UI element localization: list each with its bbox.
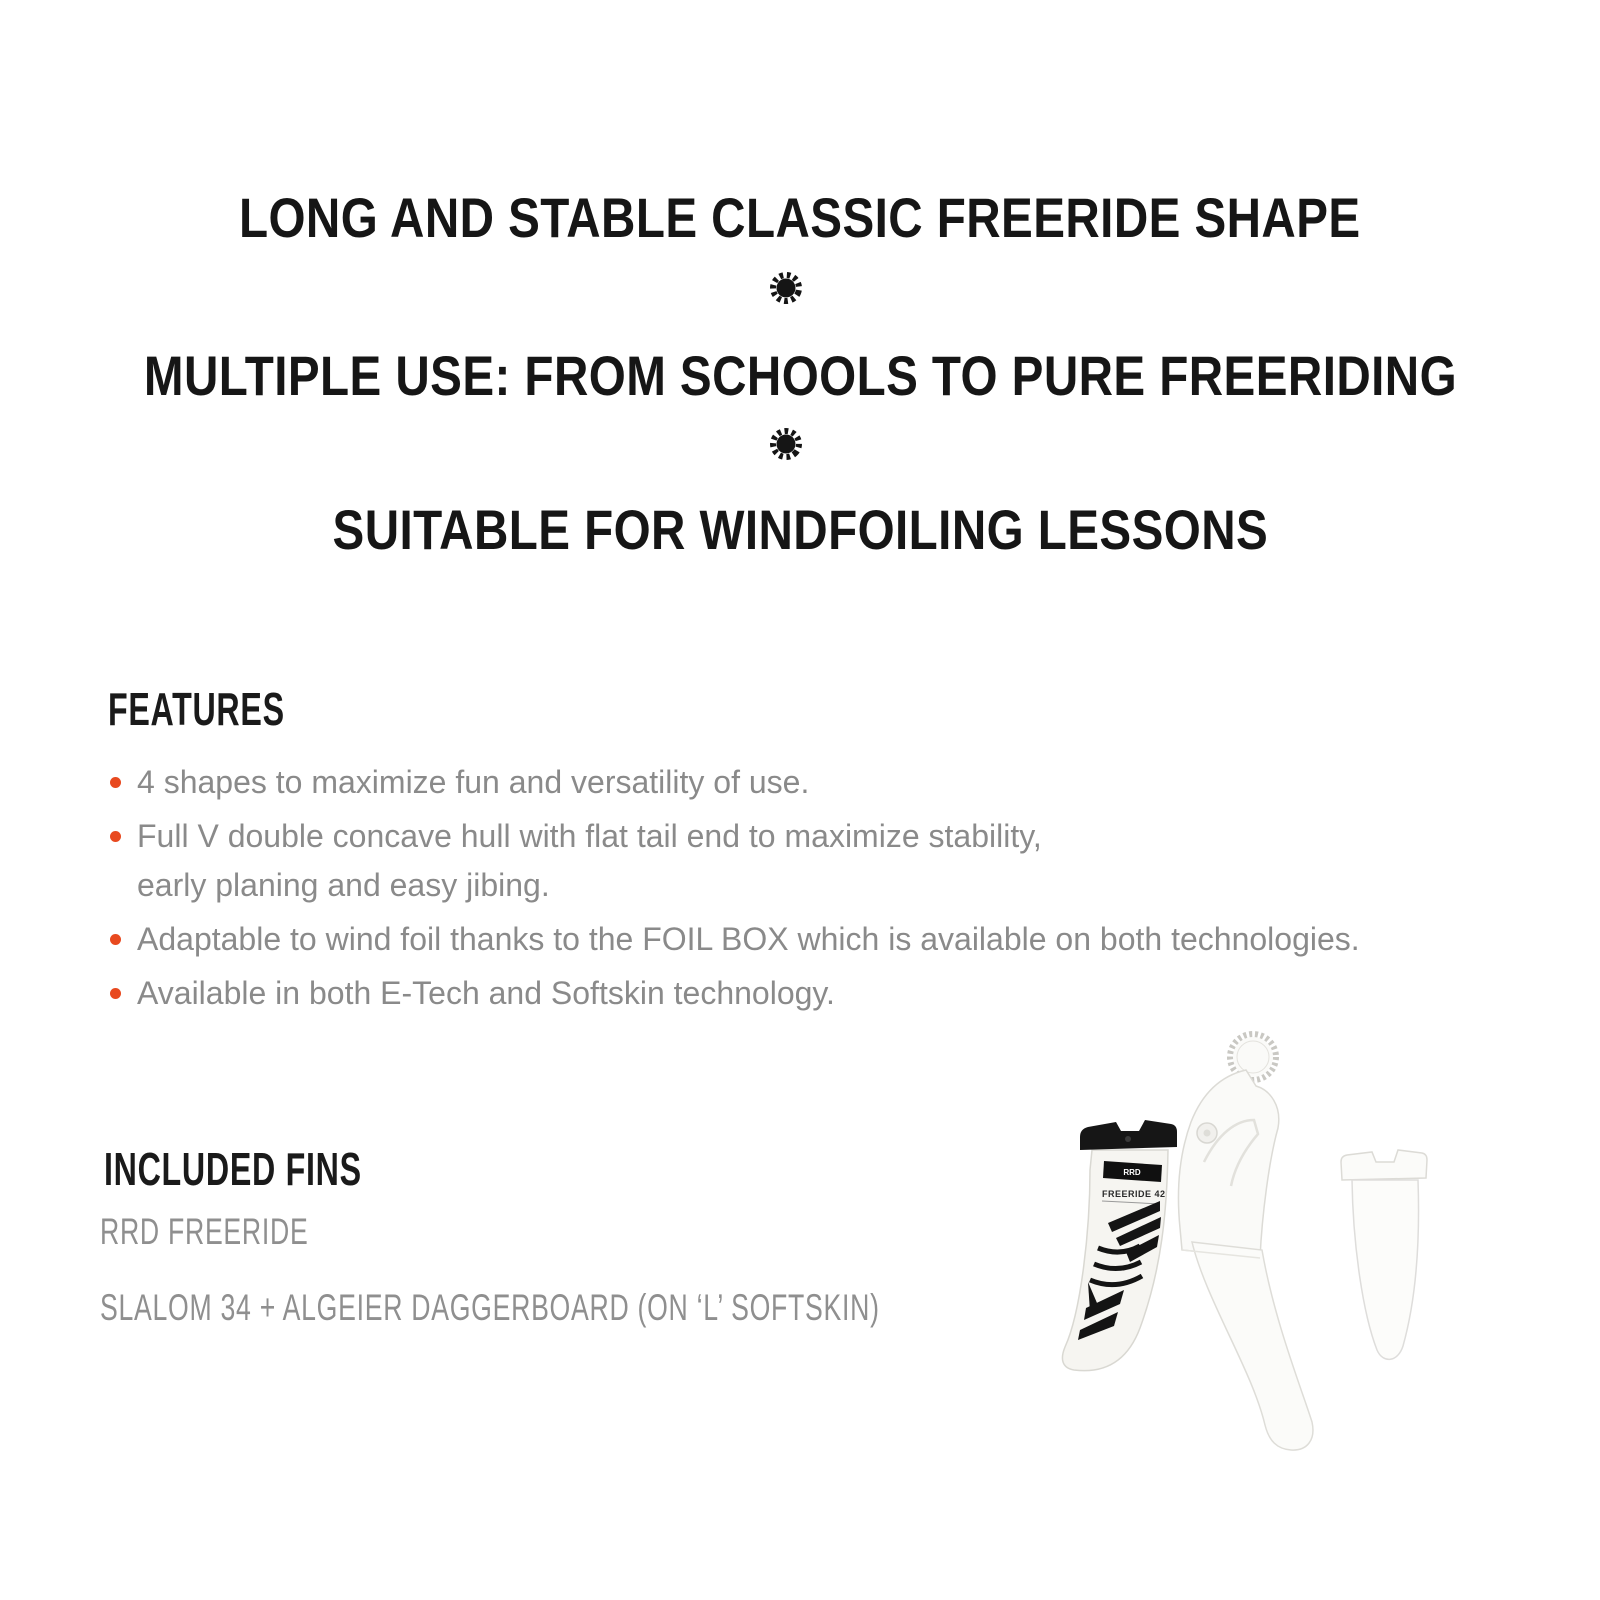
- freeride-fin-blade: [1062, 1150, 1168, 1371]
- features-list: [110, 758, 1530, 1023]
- small-fin-head: [1341, 1150, 1427, 1180]
- feature-text: Available in both E-Tech and Softskin technology.: [137, 975, 835, 1011]
- freeride-fin-head: [1080, 1120, 1177, 1150]
- headline-multiple-use: [0, 346, 1600, 406]
- included-fins-line-slalom-text: SLALOM 34 + ALGEIER DAGGERBOARD (ON ‘L’ SOFTSKIN): [100, 1287, 880, 1328]
- feature-text-continuation: early planing and easy jibing.: [137, 867, 550, 903]
- rrd-sawblade-dot-icon: [769, 271, 803, 305]
- small-fin-blade: [1352, 1180, 1419, 1359]
- daggerboard-blade: [1192, 1242, 1313, 1450]
- bullet-dot-icon: [110, 988, 121, 999]
- fin-model-label: FREERIDE 42: [1102, 1189, 1166, 1199]
- bullet-dot-icon: [110, 777, 121, 788]
- daggerboard-illustration: [1178, 1034, 1312, 1450]
- rrd-sawblade-dot-icon: [769, 427, 803, 461]
- feature-item: [110, 915, 1530, 964]
- headline-windfoiling-text: SUITABLE FOR WINDFOILING LESSONS: [332, 498, 1268, 561]
- features-title-text: FEATURES: [108, 683, 285, 735]
- headline-freeride-shape: [0, 188, 1600, 248]
- feature-text: Full V double concave hull with flat tail end to maximize stability,: [137, 818, 1042, 854]
- daggerboard-head: [1178, 1070, 1278, 1258]
- features-title: [108, 683, 361, 735]
- headline-freeride-shape-text: LONG AND STABLE CLASSIC FREERIDE SHAPE: [239, 186, 1361, 249]
- bullet-dot-icon: [110, 934, 121, 945]
- feature-item: [110, 758, 1530, 807]
- included-fins-title-text: INCLUDED FINS: [104, 1143, 362, 1195]
- feature-item: [110, 812, 1530, 910]
- small-fin-illustration: [1341, 1150, 1427, 1359]
- included-fins-line-freeride-text: RRD FREERIDE: [100, 1211, 309, 1252]
- fin-brand-label: RRD: [1123, 1168, 1141, 1177]
- feature-text: Adaptable to wind foil thanks to the FOIL BOX which is available on both technologies.: [137, 921, 1360, 957]
- headline-multiple-use-text: MULTIPLE USE: FROM SCHOOLS TO PURE FREERIDING: [143, 344, 1457, 407]
- included-fins-line-freeride: [100, 1212, 390, 1252]
- included-fins-image: [1020, 1010, 1460, 1490]
- included-fins-title: [104, 1143, 472, 1195]
- freeride-fin-illustration: [1062, 1120, 1177, 1371]
- feature-text: 4 shapes to maximize fun and versatility of use.: [137, 764, 810, 800]
- headline-windfoiling: [0, 500, 1600, 560]
- bullet-dot-icon: [110, 831, 121, 842]
